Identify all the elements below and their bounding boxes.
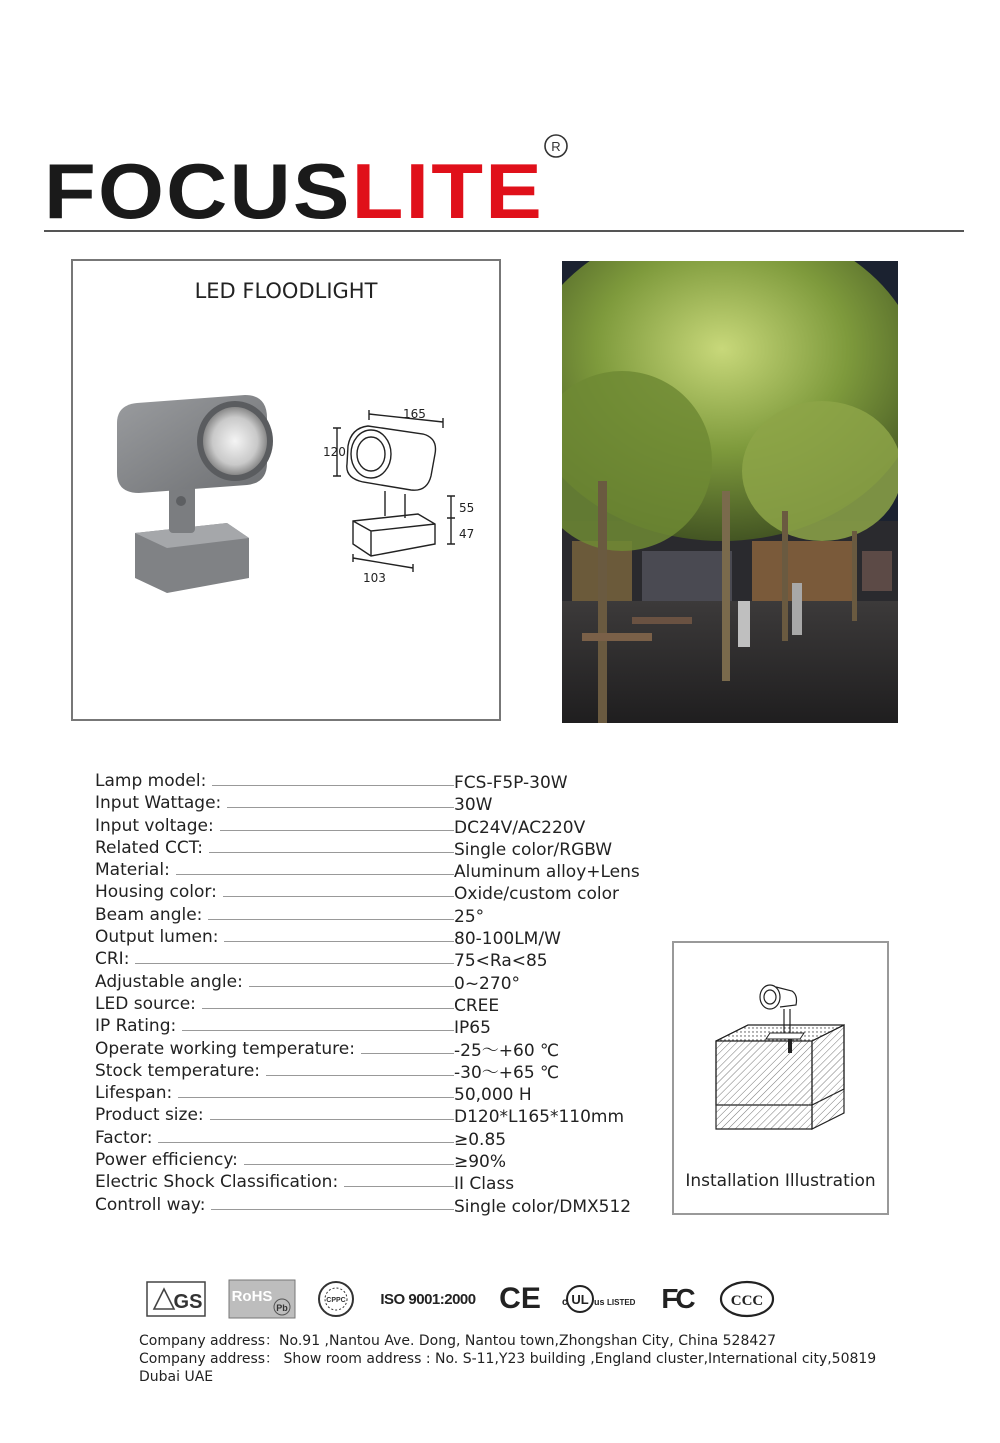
fc-cert-logo (654, 1276, 700, 1322)
spec-label: Operate working temperature: (95, 1038, 361, 1060)
spec-value: D120*L165*110mm (454, 1107, 625, 1128)
spec-label: Material: (95, 859, 176, 881)
dim-base: 103 (363, 571, 386, 585)
spec-value: DC24V/AC220V (454, 817, 586, 838)
spec-label: Housing color: (95, 881, 223, 903)
spec-label: Product size: (95, 1104, 210, 1126)
spec-label: Output lumen: (95, 926, 224, 948)
spec-row (95, 1149, 655, 1171)
spec-row (95, 926, 655, 948)
address-line-2: Company address： Show room address : No. S-11,Y23 building ,England cluster,International city,50819 Dubai UAE (139, 1351, 877, 1385)
dim-lower: 47 (459, 527, 475, 541)
ul-us-text: us (594, 1297, 605, 1307)
spec-value: 50,000 H (454, 1085, 532, 1106)
header-divider (44, 230, 964, 232)
spec-list (95, 770, 655, 1216)
spec-label: Beam angle: (95, 904, 208, 926)
spec-row (95, 948, 655, 970)
ce-cert-logo (498, 1276, 542, 1322)
logo-lite: LITE (351, 147, 529, 230)
spec-row (95, 904, 655, 926)
spec-label: Controll way: (95, 1194, 211, 1216)
logo-focus: FOCUS (44, 147, 327, 230)
spec-row (95, 859, 655, 881)
spec-row (95, 1015, 655, 1037)
spec-row (95, 881, 655, 903)
product-panel (71, 259, 501, 721)
spec-label: Electric Shock Classification: (95, 1171, 344, 1193)
spec-value: ≥90% (454, 1152, 507, 1173)
spec-value: Single color/DMX512 (454, 1196, 632, 1217)
ccc-text: CCC (730, 1293, 764, 1309)
spec-label: Power efficiency: (95, 1149, 244, 1171)
spec-row (95, 815, 655, 837)
leader-line (135, 874, 455, 875)
spec-label: Factor: (95, 1127, 158, 1149)
spec-row (95, 792, 655, 814)
fc-text: FC (661, 1283, 693, 1314)
spec-value: 0~270° (454, 973, 521, 994)
spec-label: Input voltage: (95, 815, 220, 837)
spec-row (95, 770, 655, 792)
leader-line (135, 1142, 455, 1143)
spec-value: Single color/RGBW (454, 839, 613, 860)
spec-row (95, 1104, 655, 1126)
installation-panel (672, 941, 889, 1215)
spec-label: Adjustable angle: (95, 971, 249, 993)
spec-label: LED source: (95, 993, 202, 1015)
installation-drawing (708, 979, 858, 1159)
spec-value: 25° (454, 906, 485, 927)
spec-label: Lamp model: (95, 770, 212, 792)
dim-upper: 55 (459, 501, 475, 515)
leader-line (135, 1030, 455, 1031)
leader-line (135, 963, 455, 964)
rohs-pb-text: Pb (276, 1303, 288, 1313)
svg-text:FOCUSLITE (44, 147, 544, 230)
leader-line (135, 1097, 455, 1098)
spec-value: 30W (454, 795, 493, 816)
spec-row (95, 1038, 655, 1060)
rohs-cert-logo (228, 1276, 296, 1322)
spec-value: FCS-F5P-30W (454, 773, 568, 793)
spec-label: CRI: (95, 948, 135, 970)
spec-value: Oxide/custom color (454, 884, 620, 905)
ul-c-text: c (562, 1297, 568, 1308)
floodlight-dimension-drawing (323, 406, 493, 591)
cppc-cert-logo (316, 1276, 356, 1322)
focuslite-logo (44, 130, 574, 230)
dim-height: 120 (323, 445, 346, 459)
cppc-text: CPPC (326, 1297, 346, 1304)
gs-cert-logo (146, 1276, 206, 1322)
iso-cert-label (375, 1276, 481, 1322)
company-address-block (139, 1332, 899, 1386)
spec-value: II Class (454, 1174, 515, 1195)
spec-row (95, 1082, 655, 1104)
spec-row (95, 1171, 655, 1193)
spec-label: Input Wattage: (95, 792, 227, 814)
spec-row (95, 1060, 655, 1082)
ul-text: UL (571, 1292, 589, 1307)
spec-value: 75<Ra<85 (454, 951, 548, 972)
spec-row (95, 1194, 655, 1216)
ul-listed-text: LISTED (607, 1298, 636, 1307)
rohs-text: RoHS (231, 1288, 273, 1305)
spec-value: IP65 (454, 1018, 491, 1039)
dim-width: 165 (403, 407, 426, 421)
address-line-1: Company address：No.91 ,Nantou Ave. Dong, Nantou town,Zhongshan City, China 528427 (139, 1333, 777, 1349)
gs-text: GS (173, 1291, 203, 1313)
spec-label: Stock temperature: (95, 1060, 266, 1082)
spec-label: Related CCT: (95, 837, 209, 859)
spec-label: Lifespan: (95, 1082, 178, 1104)
installation-caption: Installation Illustration (685, 1171, 876, 1191)
spec-row (95, 993, 655, 1015)
registered-mark: R (551, 139, 561, 154)
iso-text: ISO 9001:2000 (380, 1290, 476, 1308)
spec-row (95, 971, 655, 993)
spec-value: CREE (454, 995, 500, 1016)
spec-value: ≥0.85 (454, 1129, 507, 1150)
ul-cert-logo (558, 1276, 638, 1322)
spec-value: -25～+60 ℃ (454, 1040, 560, 1061)
ccc-cert-logo (718, 1276, 776, 1322)
spec-value: -30～+65 ℃ (454, 1062, 560, 1083)
spec-value: 80-100LM/W (454, 929, 561, 950)
floodlight-product-image (107, 383, 287, 603)
spec-value: Aluminum alloy+Lens (454, 862, 640, 883)
application-scene-photo (562, 261, 898, 723)
spec-row (95, 1127, 655, 1149)
product-title: LED FLOODLIGHT (194, 279, 378, 303)
certification-logos (140, 1276, 790, 1322)
spec-row (95, 837, 655, 859)
logo-wordmark (44, 147, 544, 230)
ce-text: CE (499, 1282, 541, 1315)
spec-label: IP Rating: (95, 1015, 182, 1037)
